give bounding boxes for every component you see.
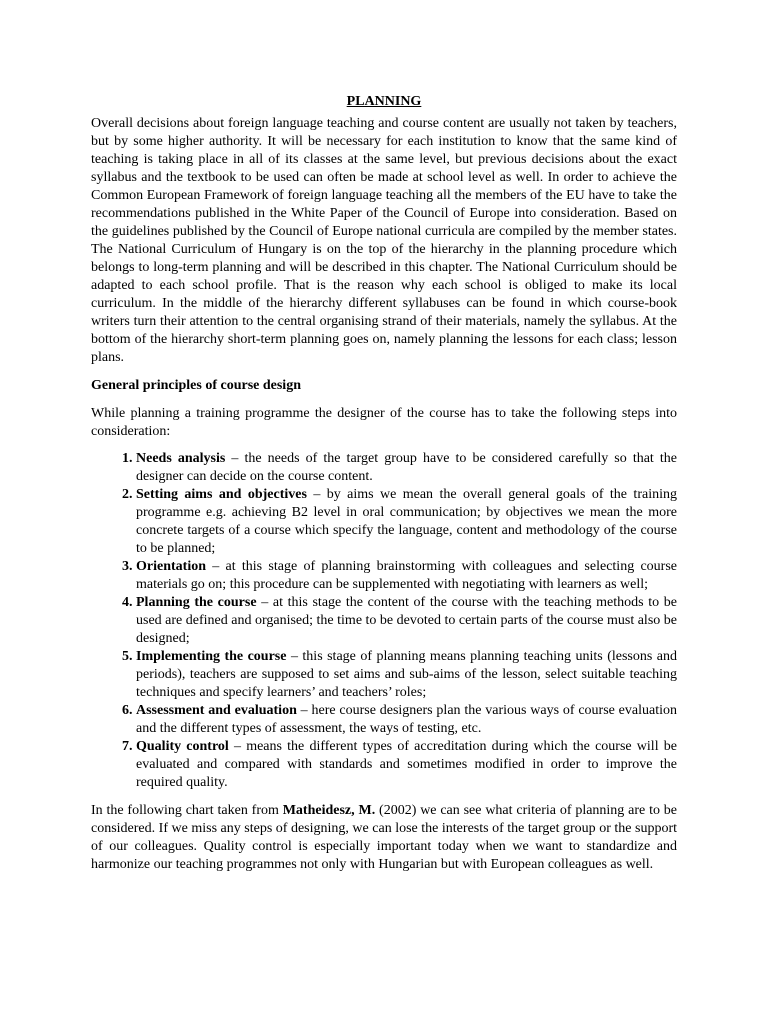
- list-item-text: – means the different types of accreditation during which the course will be evaluated and compared with standards and sometimes modified in order to improve the required quality.: [136, 739, 677, 790]
- list-item-implementing-course: [136, 648, 677, 702]
- page-title: PLANNING: [346, 94, 422, 109]
- list-item-text: – the needs of the target group have to be considered carefully so that the designer can decide on the course content.: [136, 451, 678, 484]
- list-item-term: Assessment and evaluation: [136, 703, 297, 718]
- cited-author: Matheidesz, M.: [282, 803, 376, 818]
- closing-paragraph: [91, 802, 677, 874]
- list-item-assessment: [136, 702, 677, 738]
- list-item-planning-course: [136, 594, 677, 648]
- section-intro-paragraph: While planning a training programme the designer of the course has to take the following steps into consideration:: [91, 406, 677, 439]
- list-item-term: Planning the course: [136, 595, 257, 610]
- closing-text-after: (2002) we can see what criteria of planning are to be considered. If we miss any steps of designing, we can lose the interests of the target group or the support of our colleagues. Quality control is especially important today when we want to standardize and harmonize our teaching programmes not only with Hungarian but with European colleagues as well.: [91, 803, 678, 872]
- list-item-term: Setting aims and objectives: [136, 487, 307, 502]
- list-item-setting-aims: [136, 486, 677, 558]
- closing-text-before: In the following chart taken from: [91, 803, 283, 818]
- list-item-text: – at this stage of planning brainstorming with colleagues and selecting course materials go on; this procedure can be supplemented with negotiating with learners as well;: [136, 559, 677, 592]
- list-item-text: – at this stage the content of the course with the teaching methods to be used are defined and organised; the time to be devoted to certain parts of the course must also be designed;: [136, 595, 678, 646]
- intro-paragraph: Overall decisions about foreign language teaching and course content are usually not taken by teachers, but by some higher authority. It will be necessary for each institution to know that the same kind of teaching is taking place in all of its classes at the same level, but previous decisions about the exact syllabus and the textbook to be used can often be made at school level as well. In order to achieve the Common European Framework of foreign language teaching all the members of the EU have to take the recommendations published in the White Paper of the Council of Europe into consideration. Based on the guidelines published by the Council of Europe national curricula are compiled by the member states. The National Curriculum of Hungary is on the top of the hierarchy in the planning procedure which belongs to long-term planning and will be described in this chapter. The National Curriculum should be adapted to each school profile. That is the reason why each school is obliged to make its local curriculum. In the middle of the hierarchy different syllabuses can be found in which course-book writers turn their attention to the central organising strand of their materials, namely the syllabus. At the bottom of the hierarchy short-term planning goes on, namely planning the lessons for each class; lesson plans.: [91, 116, 677, 365]
- list-item-text: – by aims we mean the overall general goals of the training programme e.g. achieving B2 level in oral communication; by objectives we mean the more concrete targets of a course which specify the language, content and methodology of the course to be planned;: [136, 487, 677, 556]
- list-item-needs-analysis: [136, 450, 677, 486]
- list-item-text: – here course designers plan the various ways of course evaluation and the different types of assessment, the ways of testing, etc.: [136, 703, 677, 736]
- list-item-text: – this stage of planning means planning teaching units (lessons and periods), teachers are supposed to set aims and sub-aims of the lesson, select suitable teaching techniques and specify learners’ and teachers’ roles;: [136, 649, 677, 700]
- list-item-quality-control: [136, 738, 677, 792]
- list-item-term: Needs analysis: [136, 451, 226, 466]
- course-design-steps-list: [91, 450, 677, 792]
- list-item-term: Implementing the course: [136, 649, 287, 664]
- section-heading: General principles of course design: [91, 378, 301, 393]
- list-item-orientation: [136, 558, 677, 594]
- list-item-term: Quality control: [136, 739, 229, 754]
- list-item-term: Orientation: [136, 559, 206, 574]
